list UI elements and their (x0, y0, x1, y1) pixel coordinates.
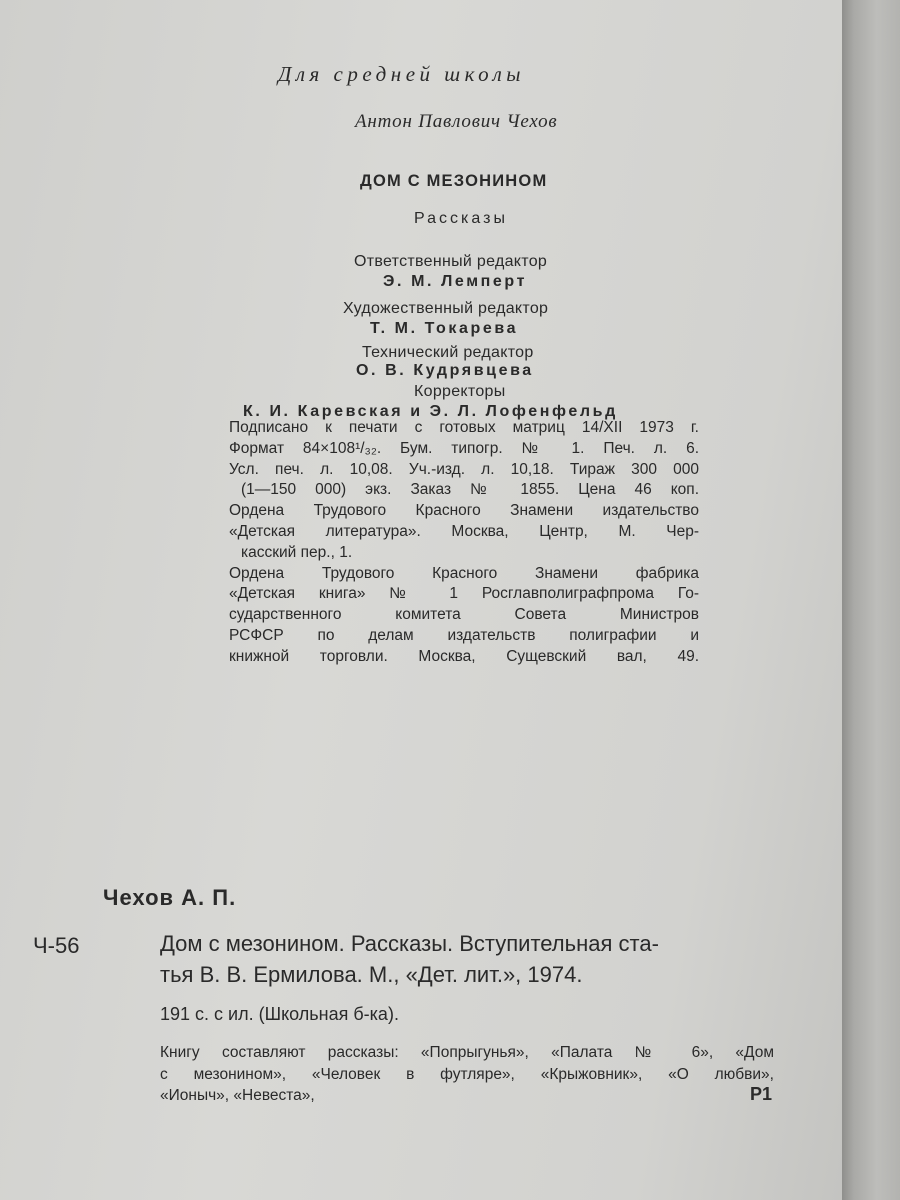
imprint-line: РСФСР по делам издательств полиграфии и (229, 626, 699, 644)
imprint-line: Ордена Трудового Красного Знамени издательство (229, 502, 699, 520)
proofreaders-names: К. И. Каревская и Э. Л. Лофенфельд (243, 403, 618, 420)
imprint-line: Подписано к печати с готовых матриц 14/XII 1973 г. (229, 419, 699, 436)
imprint-line: сударственного комитета Совета Министров (229, 606, 699, 624)
catalog-contents (160, 1042, 774, 1107)
book-title: ДОМ С МЕЗОНИНОМ (360, 172, 548, 190)
description-line: тья В. В. Ермилова. М., «Дет. лит.», 1974. (160, 962, 583, 987)
book-subtitle: Рассказы (414, 210, 508, 227)
art-editor-name: Т. М. Токарева (370, 320, 519, 337)
tech-editor-role: Технический редактор (362, 344, 534, 361)
catalog-code: Ч-56 (33, 933, 80, 958)
contents-line: Книгу составляют рассказы: «Попрыгунья», «Палата № 6», «Дом (160, 1044, 774, 1061)
author-full-name: Антон Павлович Чехов (355, 111, 558, 132)
imprint-line: (1—150 000) экз. Заказ № 1855. Цена 46 коп. (241, 481, 699, 499)
art-editor-role: Художественный редактор (343, 300, 549, 317)
responsible-editor-role: Ответственный редактор (354, 253, 548, 270)
tech-editor-name: О. В. Кудрявцева (356, 362, 534, 379)
page-edge (842, 0, 900, 1200)
imprint-line: «Детская книга» № 1 Росглавполиграфпрома Го- (229, 585, 699, 603)
proofreaders-role: Корректоры (414, 383, 506, 400)
description-line: Дом с мезонином. Рассказы. Вступительная ста- (160, 931, 659, 956)
imprint-line: Формат 84×108¹/₃₂. Бум. типогр. № 1. Печ. л. 6. (229, 439, 699, 457)
contents-line: «Ионыч», «Невеста», (160, 1087, 315, 1104)
catalog-pages: 191 с. с ил. (Школьная б-ка). (160, 1004, 399, 1024)
imprint-line: «Детская литература». Москва, Центр, М. Чер- (229, 522, 699, 540)
catalog-index: Р1 (750, 1084, 773, 1104)
imprint-block (229, 418, 699, 668)
imprint-line: касский пер., 1. (241, 543, 353, 561)
imprint-line: книжной торговли. Москва, Сущевский вал, 49. (229, 647, 699, 665)
catalog-description (160, 928, 774, 990)
responsible-editor-name: Э. М. Лемперт (383, 273, 528, 290)
catalog-author: Чехов А. П. (103, 885, 237, 910)
imprint-line: Ордена Трудового Красного Знамени фабрика (229, 564, 699, 582)
contents-line: с мезонином», «Человек в футляре», «Крыжовник», «О любви», (160, 1065, 774, 1083)
imprint-line: Усл. печ. л. 10,08. Уч.-изд. л. 10,18. Тираж 300 000 (229, 460, 699, 478)
series-title: Для средней школы (278, 62, 525, 86)
